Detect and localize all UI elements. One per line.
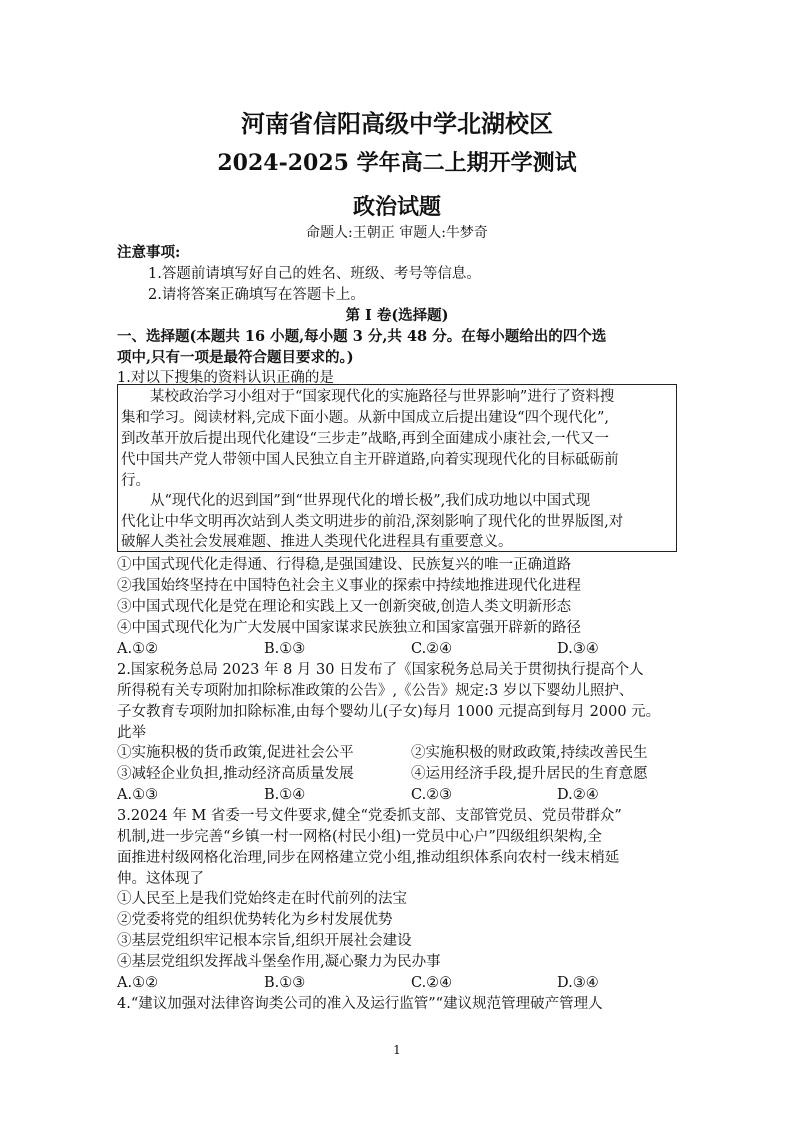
material-line: 到改革开放后提出现代化建设“三步走”战略,再到全面建成小康社会,一代又一: [121, 431, 610, 447]
question-2-stem: 2.国家税务总局 2023 年 8 月 30 日发布了《国家税务总局关于贯彻执行提高个人: [117, 662, 644, 678]
q3-option-a: A.①②: [117, 975, 159, 991]
page-number: 1: [393, 1043, 401, 1057]
q1-statement: ④中国式现代化为广大发展中国家谋求民族独立和国家富强开辟新的路径: [117, 620, 581, 636]
notice-item: 1.答题前请填写好自己的姓名、班级、考号等信息。: [148, 266, 481, 282]
q2-statement: ①实施积极的货币政策,促进社会公平: [117, 745, 354, 761]
q1-statement: ③中国式现代化是党在理论和实践上又一创新突破,创造人类文明新形态: [117, 599, 572, 615]
q1-statement: ①中国式现代化走得通、行得稳,是强国建设、民族复兴的唯一正确道路: [117, 557, 572, 573]
q1-option-d: D.③④: [557, 641, 599, 657]
notice-item: 2.请将答案正确填写在答题卡上。: [148, 287, 365, 303]
volume-heading: 第 I 卷(选择题): [345, 307, 449, 324]
q1-statement: ②我国始终坚持在中国特色社会主义事业的探索中持续地推进现代化进程: [117, 578, 581, 594]
material-line: 破解人类社会发展难题、推进人类现代化进程具有重要意义。: [121, 534, 513, 550]
q3-statement: ③基层党组织牢记根本宗旨,组织开展社会建设: [117, 933, 412, 949]
q2-option-b: B.①④: [264, 787, 306, 803]
question-3-stem: 面推进村级网格化治理,同步在网格建立党小组,推动组织体系向农村一线末梢延: [117, 850, 620, 866]
q3-option-c: C.②④: [411, 975, 453, 991]
subject-title: 政治试题: [352, 194, 441, 220]
school-title: 河南省信阳高级中学北湖校区: [241, 109, 553, 138]
material-line: 代化让中华文明再次站到人类文明进步的前沿,深刻影响了现代化的世界版图,对: [121, 514, 624, 530]
q2-option-a: A.①③: [117, 787, 159, 803]
section-instruction: 项中,只有一项是最符合题目要求的。): [117, 349, 354, 366]
question-3-stem: 3.2024 年 M 省委一号文件要求,健全“党委抓支部、支部管党员、党员带群众”: [117, 808, 622, 824]
q2-option-d: D.②④: [557, 787, 599, 803]
question-2-stem: 子女教育专项附加扣除标准,由每个婴幼儿(子女)每月 1000 元提高到每月 2000 元。: [117, 704, 661, 720]
authors-line: 命题人:王朝正 审题人:牛梦奇: [306, 225, 488, 241]
question-2-stem: 所得税有关专项附加扣除标准政策的公告》,《公告》规定:3 岁以下婴幼儿照护、: [117, 683, 634, 699]
q3-option-d: D.③④: [557, 975, 599, 991]
material-line: 从“现代化的迟到国”到“世界现代化的增长极”,我们成功地以中国式现: [150, 493, 591, 509]
question-1-stem: 1.对以下搜集的资料认识正确的是: [117, 370, 334, 386]
notice-title: 注意事项:: [117, 244, 181, 261]
q1-option-b: B.①③: [264, 641, 306, 657]
q3-statement: ②党委将党的组织优势转化为乡村发展优势: [117, 912, 393, 928]
material-line: 行。: [121, 473, 150, 489]
material-line: 集和学习。阅读材料,完成下面小题。从新中国成立后提出建设“四个现代化”,: [121, 410, 610, 426]
question-3-stem: 机制,进一步完善“乡镇一村一网格(村民小组)一党员中心户”四级组织架构,全: [117, 829, 602, 845]
q2-statement: ②实施积极的财政政策,持续改善民生: [411, 745, 648, 761]
q3-statement: ④基层党组织发挥战斗堡垒作用,凝心聚力为民办事: [117, 954, 441, 970]
question-2-stem: 此举: [117, 725, 146, 741]
q3-option-b: B.①③: [264, 975, 306, 991]
material-line: 代中国共产党人带领中国人民独立自主开辟道路,向着实现现代化的目标砥砺前: [121, 452, 619, 468]
q2-statement: ④运用经济手段,提升居民的生育意愿: [411, 766, 648, 782]
q3-statement: ①人民至上是我们党始终走在时代前列的法宝: [117, 891, 407, 907]
question-3-stem: 伸。这体现了: [117, 871, 204, 887]
q1-option-a: A.①②: [117, 641, 159, 657]
exam-title: 2024-2025 学年高二上期开学测试: [217, 150, 577, 176]
q1-option-c: C.②④: [411, 641, 453, 657]
q2-statement: ③减轻企业负担,推动经济高质量发展: [117, 766, 354, 782]
q2-option-c: C.②③: [411, 787, 453, 803]
question-4-stem: 4.“建议加强对法律咨询类公司的准入及运行监管”“建议规范管理破产管理人: [117, 996, 603, 1012]
material-line: 某校政治学习小组对于“国家现代化的实施路径与世界影响”进行了资料搜: [150, 389, 615, 405]
section-instruction: 一、选择题(本题共 16 小题,每小题 3 分,共 48 分。在每小题给出的四个选: [117, 328, 607, 345]
